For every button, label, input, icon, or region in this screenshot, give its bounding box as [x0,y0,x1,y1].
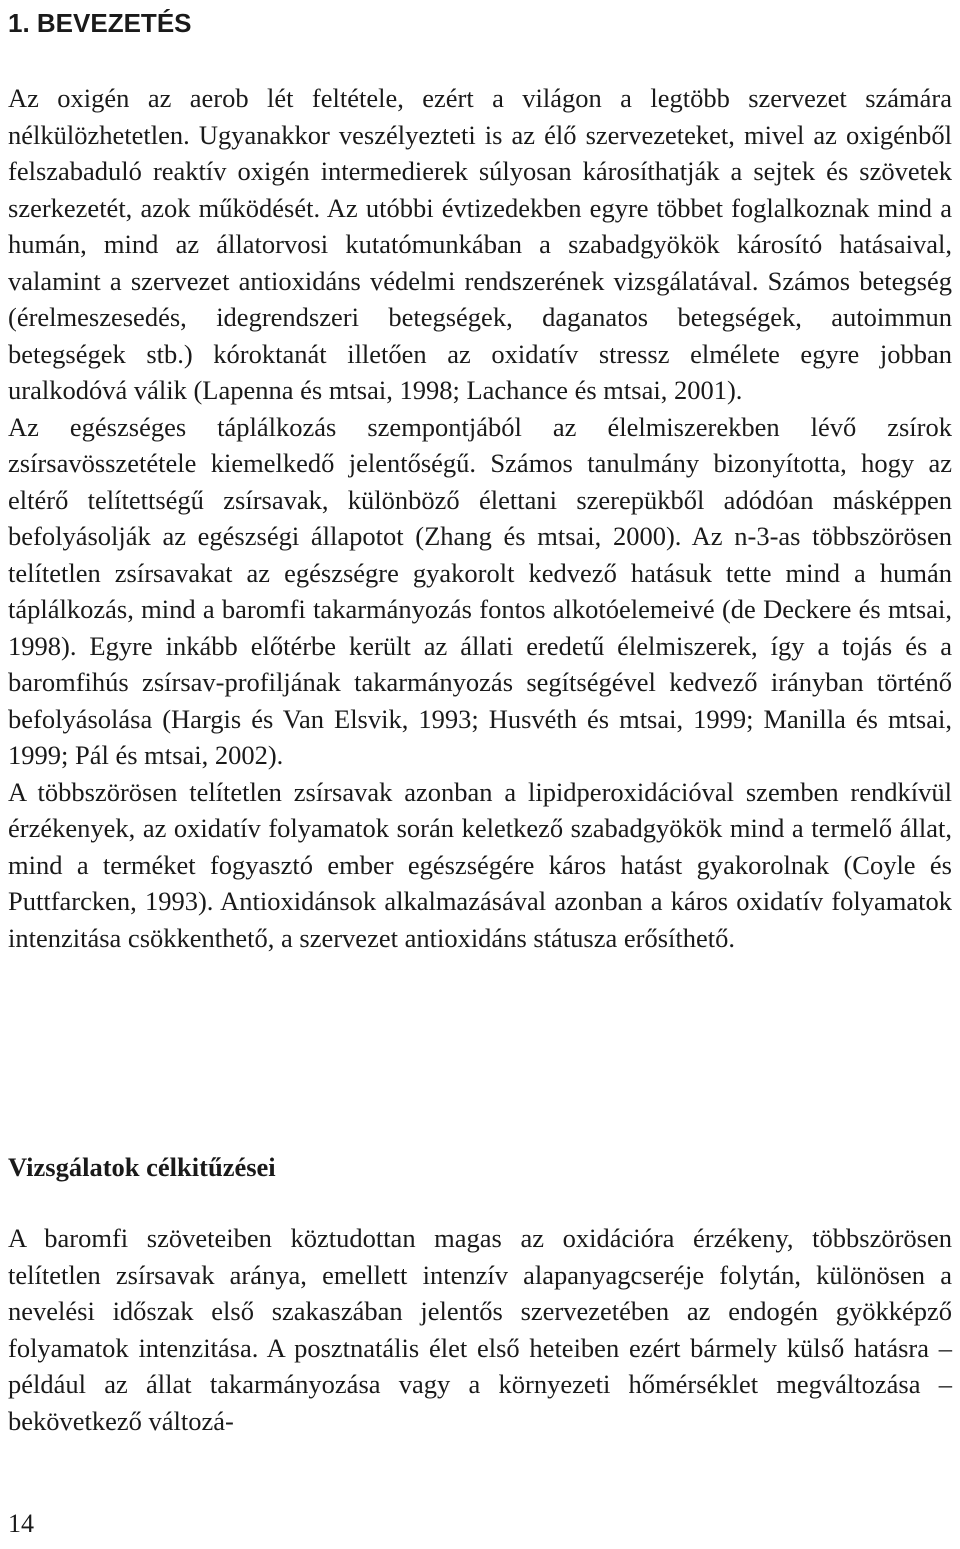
section-body [8,1220,952,1439]
page-number: 14 [8,1509,34,1538]
paragraph: A baromfi szöveteiben köztudottan magas az oxidációra érzékeny, többszörösen telítetlen zsírsavak aránya, emellett intenzív alapanyagcseréje folytán, különösen a nevelési időszak első szakaszában jelentős szervezetében az endogén gyökképző folyamatok intenzitása. A posztnatális élet első heteiben ezért bármely külső hatásra – például az állat takarmányozása vagy a környezeti hőmérséklet megváltozása – bekövetkező változá- [8,1223,952,1436]
introduction-body [8,80,952,956]
paragraph: A többszörösen telítetlen zsírsavak azonban a lipidperoxidációval szemben rendkívül érzékenyek, az oxidatív folyamatok során keletkező szabadgyökök mind a termelő állat, mind a terméket fogyasztó ember egészségére káros hatást gyakorolnak (Coyle és Puttfarcken, 1993). Antioxidánsok alkalmazásával azonban a káros oxidatív folyamatok intenzitása csökkenthető, a szervezet antioxidáns státusza erősíthető. [8,776,952,953]
paragraph: Az egészséges táplálkozás szempontjából az élelmiszerekben lévő zsírok zsírsavösszetétele kiemelkedő jelentőségű. Számos tanulmány bizonyította, hogy az eltérő telítettségű zsírsavak, különböző élettani szerepükből adódóan másképpen befolyásolják az egészségi állapotot (Zhang és mtsai, 2000). Az n-3-as többszörösen telítetlen zsírsavakat az egészségre gyakorolt kedvező hatásuk tette mind a humán táplálkozás, mind a baromfi takarmányozás fontos alkotóelemeivé (de Deckere és mtsai, 1998). Egyre inkább előtérbe került az állati eredetű élelmiszerek, így a tojás és a baromfihús zsírsav-profiljának takarmányozás segítségével kedvező irányban történő befolyásolása (Hargis és Van Elsvik, 1993; Husvéth és mtsai, 1999; Manilla és mtsai, 1999; Pál és mtsai, 2002). [8,411,952,770]
section-title: Vizsgálatok célkitűzései [8,1152,276,1182]
paragraph: Az oxigén az aerob lét feltétele, ezért a világon a legtöbb szervezet számára nélkülözhetetlen. Ugyanakkor veszélyezteti is az élő szervezeteket, mivel az oxigénből felszabaduló reaktív oxigén intermedierek súlyosan károsíthatják a sejtek és szövetek szerkezetét, azok működését. Az utóbbi évtizedekben egyre többet foglalkoznak mind a humán, mind az állatorvosi kutatómunkában a szabadgyökök károsító hatásaival, valamint a szervezet antioxidáns védelmi rendszerének vizsgálatával. Számos betegség (érelmeszesedés, idegrendszeri betegségek, daganatos betegségek, autoimmun betegségek stb.) kóroktanát illetően az oxidatív stressz elmélete egyre jobban uralkodóvá válik (Lapenna és mtsai, 1998; Lachance és mtsai, 2001). [8,83,952,405]
chapter-heading: 1. BEVEZETÉS [8,8,192,38]
